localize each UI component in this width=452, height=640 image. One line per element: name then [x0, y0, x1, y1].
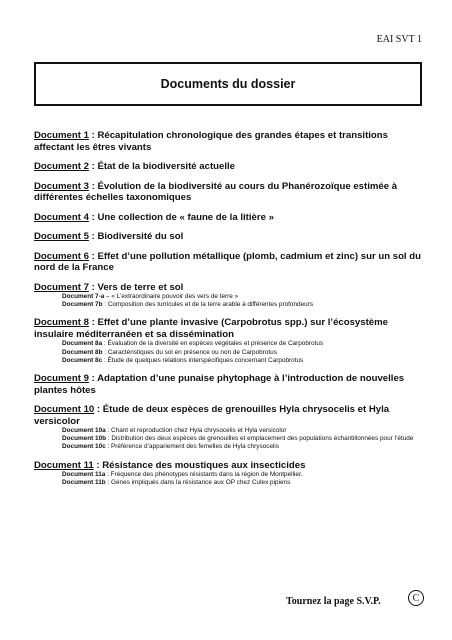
sub-document-title: : Étude de quelques relations interspécifiques concernant Carpobrotus: [103, 356, 304, 364]
document-title: Effet d’une pollution métallique (plomb, cadmium et zinc) sur un sol du nord de la France: [34, 250, 421, 273]
document-number: Document 5: [34, 231, 89, 242]
separator: :: [88, 317, 98, 329]
document-title: Étude de deux espèces de grenouilles Hyla chrysocelis et Hyla versicolor: [34, 404, 390, 427]
document-title: Résistance des moustiques aux insecticides: [102, 459, 306, 471]
sub-document-title: : Caractéristiques du sol en présence ou non de Carpobrotus: [104, 348, 277, 356]
sub-document-number: Document 7b: [62, 301, 103, 309]
sub-document-number: Document 8a: [62, 340, 103, 348]
document-item: [34, 251, 426, 274]
document-number: Document 4: [34, 211, 89, 223]
sub-document: [62, 471, 426, 479]
document-item: [34, 181, 426, 204]
document-title: Effet d’une plante invasive (Carpobrotus spp.) sur l’écosystème insulaire méditerranéen et sa dissémination: [34, 317, 389, 340]
document-title: Une collection de « faune de la litière »: [97, 211, 274, 223]
document-number: Document 3: [34, 180, 89, 192]
title-box: [34, 62, 422, 106]
separator: :: [88, 250, 98, 262]
separator: :: [88, 231, 98, 242]
sub-document-title: : Chant et reproduction chez Hyla chrysocelis et Hyla versicolor: [107, 427, 287, 435]
document-number: Document 2: [34, 161, 89, 172]
document-title: État de la biodiversité actuelle: [97, 161, 236, 172]
sub-document-number: Document 10b: [62, 435, 107, 443]
sub-document: [62, 427, 426, 435]
separator: :: [88, 180, 98, 192]
sub-document-title: : Fréquence des phénotypes résistants dans la région de Montpellier.: [107, 471, 303, 479]
document-title: Vers de terre et sol: [97, 281, 184, 293]
sub-document: [62, 293, 426, 301]
sub-document: [62, 435, 426, 443]
document-number: Document 10: [34, 404, 95, 416]
document-item: [34, 373, 426, 396]
sub-document-title: : Composition des turricules et de la terre arable à différentes profondeurs: [104, 301, 314, 309]
document-item: [34, 212, 426, 224]
page-letter-badge: C: [408, 590, 424, 606]
separator: :: [88, 373, 98, 385]
sub-document-title: : Évaluation de la diversité en espèces végétales et présence de Carpobrotus: [103, 340, 324, 348]
sub-document-number: Document 8c: [62, 356, 103, 364]
document-title: Évolution de la biodiversité au cours du Phanérozoïque estimée à différentes échelles taxonomiques: [34, 180, 398, 203]
sub-document-number: Document 11b: [62, 479, 106, 487]
separator: :: [93, 459, 103, 471]
document-list: [34, 130, 426, 496]
sub-document: [62, 340, 426, 348]
separator: :: [94, 404, 103, 416]
document-number: Document 8: [34, 317, 89, 329]
document-number: Document 9: [34, 373, 89, 385]
sub-document: [62, 357, 426, 365]
document-title: Adaptation d’une punaise phytophage à l’introduction de nouvelles plantes hôtes: [34, 373, 405, 396]
sub-document-number: Document 10a: [62, 427, 106, 435]
document-item: [34, 460, 426, 488]
sub-document-title: – « L’extraordinaire pouvoir des vers de terre »: [106, 293, 239, 300]
sub-document-title: : Distribution des deux espèces de grenouilles et emplacement des populations échantillonnées pour l’étude: [107, 435, 414, 443]
sub-document: [62, 479, 426, 487]
document-item: [34, 282, 426, 310]
turn-page-note: Tournez la page S.V.P.: [286, 596, 381, 607]
document-number: Document 6: [34, 250, 89, 262]
document-number: Document 1: [34, 130, 89, 141]
sub-document-number: Document 7-a: [62, 293, 105, 300]
sub-document-number: Document 11a: [62, 471, 106, 479]
sub-document: [62, 443, 426, 451]
sub-document-number: Document 10c: [62, 443, 106, 451]
separator: :: [88, 281, 98, 293]
exam-code: EAI SVT 1: [376, 34, 422, 45]
sub-document: [62, 301, 426, 309]
separator: :: [88, 130, 98, 141]
document-number: Document 11: [34, 459, 94, 471]
sub-document: [62, 349, 426, 357]
sub-document-number: Document 8b: [62, 348, 103, 356]
separator: :: [88, 161, 98, 172]
sub-document-title: : Gènes impliqués dans la résistance aux OP chez Culex pipiens: [107, 479, 291, 487]
sub-document-title: : Préférence d’appariement des femelles de Hyla chrysocelis: [107, 443, 280, 451]
document-item: [34, 161, 426, 173]
document-item: [34, 130, 426, 153]
document-number: Document 7: [34, 281, 89, 293]
document-item: [34, 404, 426, 452]
separator: :: [88, 211, 98, 223]
document-title: Biodiversité du sol: [97, 231, 184, 242]
document-item: [34, 231, 426, 243]
page-title: Documents du dossier: [160, 77, 296, 91]
document-title: Récapitulation chronologique des grandes étapes et transitions affectant les êtres vivants: [34, 130, 388, 153]
document-item: [34, 317, 426, 365]
